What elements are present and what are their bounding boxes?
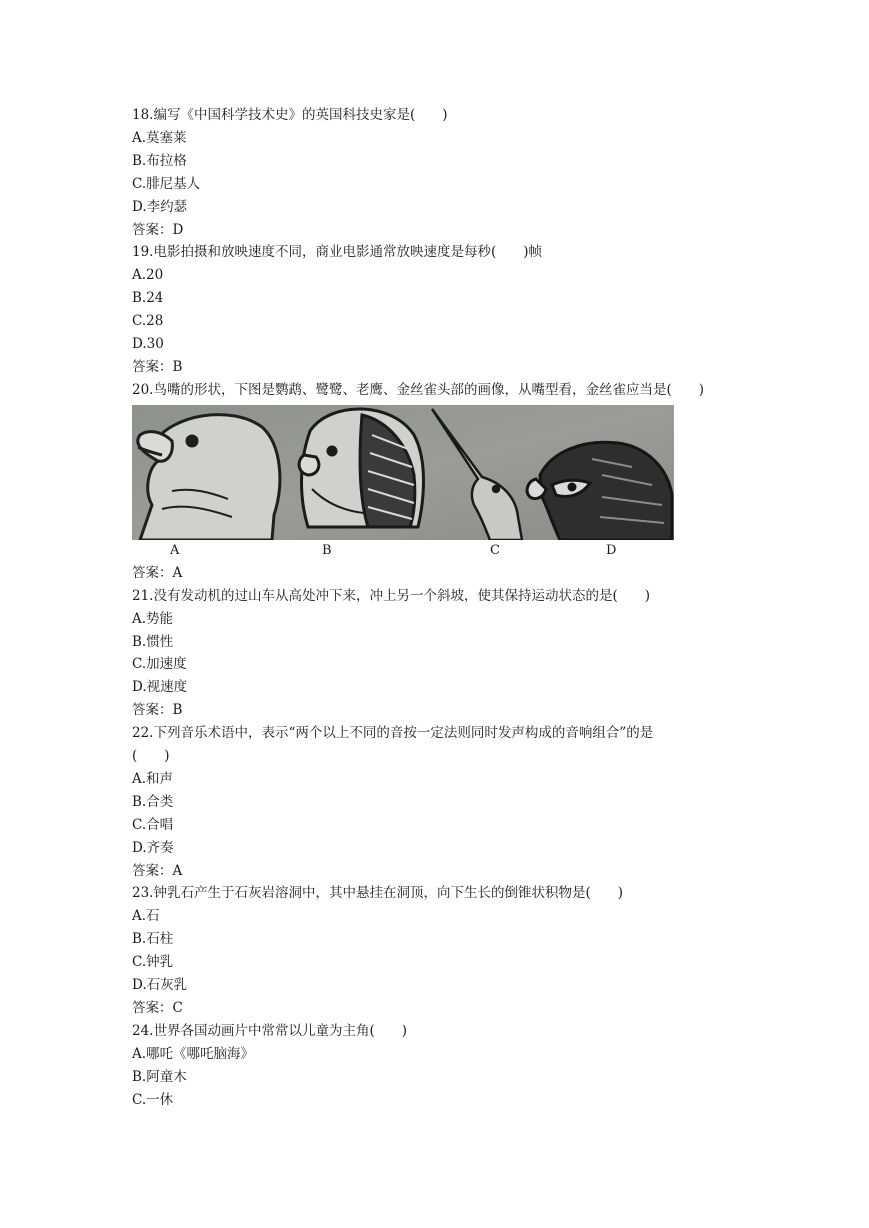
question-24-option-b: B.阿童木: [132, 1068, 187, 1085]
question-21-answer: 答案：B: [132, 702, 183, 719]
question-19-stem: 19.电影拍摄和放映速度不同，商业电影通常放映速度是每秒( )帧: [132, 244, 543, 261]
figure-label-c: C: [490, 542, 500, 558]
question-21-option-a: A.势能: [132, 610, 174, 627]
question-21-option-b: B.惯性: [132, 633, 174, 650]
question-18-option-d: D.李约瑟: [132, 198, 188, 215]
figure-label-b: B: [322, 542, 332, 558]
bird-heads-image: [132, 405, 674, 540]
question-22-answer: 答案：A: [132, 862, 183, 879]
question-19-option-a: A.20: [132, 267, 164, 284]
question-18-stem: 18.编写《中国科学技术史》的英国科技史家是( ): [132, 107, 448, 123]
question-19-option-c: C.28: [132, 313, 164, 330]
question-19-option-b: B.24: [132, 290, 164, 307]
bird-b-drawing: [299, 409, 423, 527]
question-20-stem: 20.鸟嘴的形状，下图是鹦鹉、鹭鹭、老鹰、金丝雀头部的画像，从嘴型看，金丝雀应当是( ): [132, 381, 705, 398]
question-18-option-a: A.莫塞莱: [132, 129, 187, 146]
question-19-answer: 答案：B: [132, 358, 183, 375]
question-21-option-d: D.视速度: [132, 679, 188, 696]
question-24-stem: 24.世界各国动画片中常常以儿童为主角( ): [132, 1022, 408, 1039]
question-22-option-c: C.合唱: [132, 816, 174, 833]
question-22-option-b: B.合类: [132, 793, 174, 810]
figure-labels: [132, 540, 742, 562]
question-18-option-b: B.布拉格: [132, 152, 187, 169]
question-23-option-c: C.钟乳: [132, 954, 174, 971]
question-23-answer: 答案：C: [132, 1000, 183, 1016]
question-18-answer: 答案：D: [132, 221, 184, 238]
question-24-option-c: C.一休: [132, 1091, 174, 1108]
question-21-option-c: C.加速度: [132, 656, 187, 673]
question-20-answer: 答案：A: [132, 564, 183, 581]
question-22-stem-continued: ( ): [132, 748, 170, 765]
question-24-option-a: A.哪吒《哪吒脑海》: [132, 1045, 255, 1062]
question-21-stem: 21.没有发动机的过山车从高处冲下来，冲上另一个斜坡，使其保持运动状态的是( ): [132, 587, 651, 604]
document-page: [132, 104, 742, 1112]
question-18-option-c: C.腓尼基人: [132, 175, 201, 192]
question-23-stem: 23.钟乳石产生于石灰岩溶洞中，其中悬挂在洞顶，向下生长的倒锥状积物是( ): [132, 885, 624, 902]
question-19-option-d: D.30: [132, 336, 164, 353]
question-23-option-a: A.石: [132, 908, 160, 925]
figure-label-d: D: [606, 542, 617, 558]
question-23-option-d: D.石灰乳: [132, 977, 188, 994]
figure-label-a: A: [170, 542, 180, 558]
question-23-option-b: B.石柱: [132, 931, 174, 948]
question-22-option-a: A.和声: [132, 770, 174, 787]
question-22-option-d: D.齐奏: [132, 839, 174, 856]
bird-a-drawing: [138, 414, 280, 539]
question-22-stem: 22.下列音乐术语中，表示“两个以上不同的音按一定法则同时发声构成的音响组合”的是: [132, 725, 654, 742]
